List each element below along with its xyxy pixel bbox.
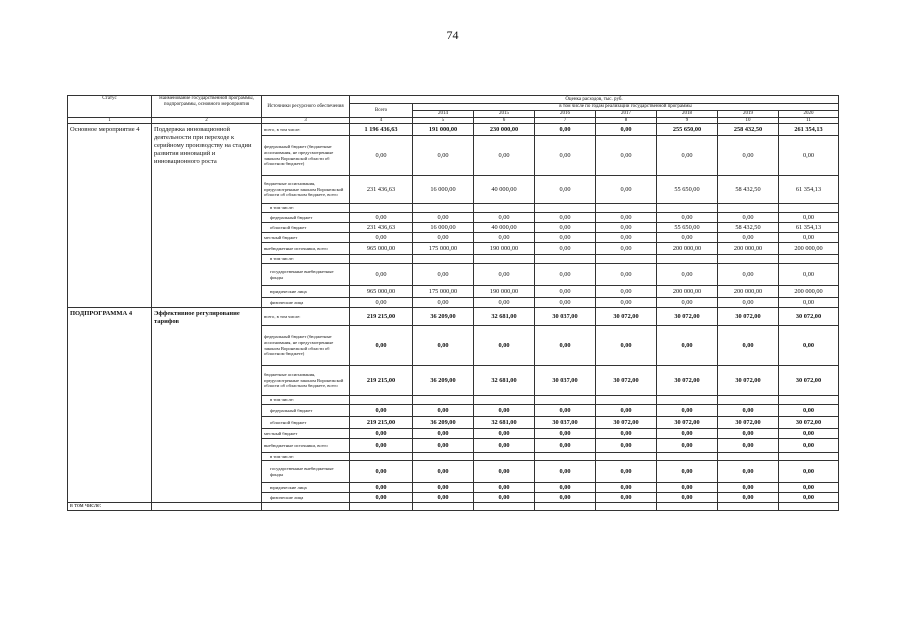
year-value-cell: 0,00 bbox=[657, 483, 718, 493]
total-value-cell: 231 436,63 bbox=[350, 176, 413, 204]
total-value-cell: 0,00 bbox=[350, 264, 413, 286]
source-cell: федеральный бюджет (бюджетные ассигнования, не предусмотренные законом Воронежской области об областном бюджете) bbox=[262, 326, 350, 366]
total-value-cell: 1 196 436,63 bbox=[350, 124, 413, 136]
year-value-cell: 0,00 bbox=[596, 223, 657, 233]
year-value-cell: 0,00 bbox=[474, 136, 535, 176]
year-value-cell bbox=[657, 453, 718, 461]
year-value-cell: 0,00 bbox=[596, 326, 657, 366]
year-value-cell bbox=[535, 396, 596, 405]
year-value-cell: 0,00 bbox=[474, 298, 535, 308]
year-value-cell bbox=[779, 255, 839, 264]
year-value-cell: 0,00 bbox=[718, 429, 779, 439]
source-cell: областной бюджет bbox=[262, 223, 350, 233]
year-header: 2015 bbox=[474, 111, 535, 118]
year-value-cell: 175 000,00 bbox=[413, 243, 474, 255]
source-cell: в том числе: bbox=[262, 396, 350, 405]
year-value-cell: 0,00 bbox=[413, 298, 474, 308]
source-cell: физические лица bbox=[262, 493, 350, 503]
year-value-cell: 0,00 bbox=[535, 286, 596, 298]
year-value-cell: 40 000,00 bbox=[474, 223, 535, 233]
table-row bbox=[68, 308, 839, 326]
year-value-cell: 0,00 bbox=[779, 326, 839, 366]
year-value-cell: 0,00 bbox=[779, 493, 839, 503]
year-value-cell: 0,00 bbox=[657, 264, 718, 286]
year-value-cell: 0,00 bbox=[596, 405, 657, 417]
year-value-cell: 0,00 bbox=[596, 439, 657, 453]
total-value-cell: 0,00 bbox=[350, 461, 413, 483]
year-value-cell bbox=[657, 204, 718, 213]
year-value-cell: 0,00 bbox=[413, 136, 474, 176]
year-value-cell: 230 000,00 bbox=[474, 124, 535, 136]
year-value-cell bbox=[718, 453, 779, 461]
year-header: 2020 bbox=[779, 111, 839, 118]
year-value-cell bbox=[657, 396, 718, 405]
year-value-cell: 0,00 bbox=[596, 286, 657, 298]
year-value-cell: 0,00 bbox=[779, 429, 839, 439]
source-cell: всего, в том числе: bbox=[262, 308, 350, 326]
year-value-cell: 200 000,00 bbox=[718, 286, 779, 298]
year-value-cell: 0,00 bbox=[474, 483, 535, 493]
year-value-cell: 0,00 bbox=[657, 405, 718, 417]
year-value-cell: 0,00 bbox=[535, 439, 596, 453]
year-value-cell: 200 000,00 bbox=[779, 286, 839, 298]
column-number: 10 bbox=[718, 118, 779, 124]
year-header: 2019 bbox=[718, 111, 779, 118]
year-value-cell bbox=[779, 396, 839, 405]
year-value-cell: 58 432,50 bbox=[718, 176, 779, 204]
budget-table bbox=[67, 95, 839, 511]
total-value-cell: 0,00 bbox=[350, 233, 413, 243]
year-value-cell: 261 354,13 bbox=[779, 124, 839, 136]
year-value-cell: 30 072,00 bbox=[779, 308, 839, 326]
year-value-cell: 61 354,13 bbox=[779, 223, 839, 233]
year-value-cell: 200 000,00 bbox=[779, 243, 839, 255]
source-cell: физические лица bbox=[262, 298, 350, 308]
year-value-cell: 200 000,00 bbox=[718, 243, 779, 255]
table-row bbox=[68, 124, 839, 136]
year-value-cell: 200 000,00 bbox=[657, 286, 718, 298]
total-value-cell: 0,00 bbox=[350, 439, 413, 453]
year-value-cell: 30 037,00 bbox=[535, 308, 596, 326]
year-value-cell: 0,00 bbox=[718, 136, 779, 176]
year-value-cell bbox=[718, 204, 779, 213]
total-value-cell: 219 215,00 bbox=[350, 308, 413, 326]
total-value-cell: 219 215,00 bbox=[350, 417, 413, 429]
column-number: 6 bbox=[474, 118, 535, 124]
year-header: 2014 bbox=[413, 111, 474, 118]
year-value-cell: 0,00 bbox=[413, 264, 474, 286]
year-value-cell: 0,00 bbox=[596, 461, 657, 483]
year-value-cell bbox=[657, 255, 718, 264]
year-value-cell bbox=[596, 396, 657, 405]
total-header: Всего bbox=[350, 104, 413, 118]
year-value-cell: 0,00 bbox=[779, 461, 839, 483]
total-value-cell: 965 000,00 bbox=[350, 243, 413, 255]
year-value-cell: 30 072,00 bbox=[596, 417, 657, 429]
including-header: в том числе по годам реализации государственной программы bbox=[413, 104, 839, 111]
year-value-cell: 0,00 bbox=[596, 176, 657, 204]
year-value-cell: 0,00 bbox=[596, 213, 657, 223]
year-value-cell: 0,00 bbox=[535, 483, 596, 493]
year-value-cell: 0,00 bbox=[718, 213, 779, 223]
source-cell: всего, в том числе: bbox=[262, 124, 350, 136]
year-value-cell: 0,00 bbox=[535, 176, 596, 204]
year-value-cell: 30 072,00 bbox=[657, 366, 718, 396]
year-value-cell: 32 681,00 bbox=[474, 308, 535, 326]
year-value-cell bbox=[474, 204, 535, 213]
year-value-cell: 0,00 bbox=[535, 493, 596, 503]
total-value-cell: 0,00 bbox=[350, 213, 413, 223]
year-value-cell: 0,00 bbox=[596, 298, 657, 308]
year-value-cell: 255 650,00 bbox=[657, 124, 718, 136]
year-value-cell: 0,00 bbox=[535, 243, 596, 255]
year-value-cell: 0,00 bbox=[657, 136, 718, 176]
source-cell: государственные внебюджетные фонды bbox=[262, 461, 350, 483]
year-value-cell: 0,00 bbox=[779, 264, 839, 286]
year-value-cell: 0,00 bbox=[657, 213, 718, 223]
year-value-cell: 191 000,00 bbox=[413, 124, 474, 136]
year-value-cell bbox=[535, 453, 596, 461]
year-header: 2017 bbox=[596, 111, 657, 118]
year-value-cell: 30 072,00 bbox=[779, 366, 839, 396]
year-value-cell: 32 681,00 bbox=[474, 417, 535, 429]
year-value-cell: 0,00 bbox=[657, 429, 718, 439]
year-value-cell: 30 037,00 bbox=[535, 366, 596, 396]
column-number: 9 bbox=[657, 118, 718, 124]
year-value-cell: 0,00 bbox=[413, 213, 474, 223]
column-number: 3 bbox=[262, 118, 350, 124]
total-value-cell: 0,00 bbox=[350, 405, 413, 417]
year-value-cell: 0,00 bbox=[474, 213, 535, 223]
year-value-cell: 0,00 bbox=[413, 326, 474, 366]
year-value-cell bbox=[718, 255, 779, 264]
year-value-cell: 0,00 bbox=[474, 439, 535, 453]
total-value-cell: 0,00 bbox=[350, 429, 413, 439]
year-value-cell: 0,00 bbox=[413, 405, 474, 417]
year-value-cell: 0,00 bbox=[535, 429, 596, 439]
total-value-cell bbox=[350, 396, 413, 405]
year-value-cell: 0,00 bbox=[413, 429, 474, 439]
table-body bbox=[68, 124, 839, 503]
year-value-cell: 30 072,00 bbox=[779, 417, 839, 429]
year-value-cell: 175 000,00 bbox=[413, 286, 474, 298]
total-value-cell: 965 000,00 bbox=[350, 286, 413, 298]
year-value-cell: 0,00 bbox=[413, 439, 474, 453]
year-value-cell: 0,00 bbox=[413, 493, 474, 503]
year-value-cell: 0,00 bbox=[535, 461, 596, 483]
year-value-cell: 0,00 bbox=[535, 326, 596, 366]
year-value-cell: 0,00 bbox=[535, 136, 596, 176]
year-value-cell bbox=[474, 255, 535, 264]
footer-label: в том числе: bbox=[68, 503, 152, 511]
year-value-cell bbox=[474, 453, 535, 461]
year-value-cell: 0,00 bbox=[474, 326, 535, 366]
column-number: 1 bbox=[68, 118, 152, 124]
year-value-cell: 0,00 bbox=[535, 298, 596, 308]
year-value-cell: 30 072,00 bbox=[657, 417, 718, 429]
year-value-cell: 40 000,00 bbox=[474, 176, 535, 204]
year-value-cell: 32 681,00 bbox=[474, 366, 535, 396]
column-number: 4 bbox=[350, 118, 413, 124]
source-cell: юридические лица bbox=[262, 483, 350, 493]
year-value-cell bbox=[413, 204, 474, 213]
year-value-cell: 0,00 bbox=[657, 233, 718, 243]
total-value-cell: 0,00 bbox=[350, 136, 413, 176]
page-number: 74 bbox=[446, 28, 459, 42]
year-value-cell: 0,00 bbox=[779, 483, 839, 493]
year-value-cell bbox=[596, 453, 657, 461]
year-value-cell bbox=[474, 396, 535, 405]
year-value-cell: 30 072,00 bbox=[657, 308, 718, 326]
year-value-cell: 190 000,00 bbox=[474, 243, 535, 255]
year-value-cell bbox=[596, 204, 657, 213]
total-value-cell bbox=[350, 453, 413, 461]
total-value-cell bbox=[350, 204, 413, 213]
status-cell: Основное мероприятие 4 bbox=[68, 124, 152, 308]
column-number: 11 bbox=[779, 118, 839, 124]
year-value-cell: 36 209,00 bbox=[413, 417, 474, 429]
source-cell: федеральный бюджет (бюджетные ассигнования, не предусмотренные законом Воронежской области об областном бюджете) bbox=[262, 136, 350, 176]
year-value-cell: 55 650,00 bbox=[657, 223, 718, 233]
total-value-cell: 231 436,63 bbox=[350, 223, 413, 233]
year-value-cell: 0,00 bbox=[474, 405, 535, 417]
year-value-cell: 0,00 bbox=[718, 405, 779, 417]
total-value-cell: 0,00 bbox=[350, 326, 413, 366]
year-value-cell: 0,00 bbox=[657, 326, 718, 366]
year-value-cell: 0,00 bbox=[535, 223, 596, 233]
source-cell: в том числе: bbox=[262, 255, 350, 264]
year-value-cell: 0,00 bbox=[596, 124, 657, 136]
year-value-cell: 0,00 bbox=[474, 233, 535, 243]
year-value-cell bbox=[413, 396, 474, 405]
source-cell: государственные внебюджетные фонды bbox=[262, 264, 350, 286]
source-cell: областной бюджет bbox=[262, 417, 350, 429]
year-value-cell: 30 037,00 bbox=[535, 417, 596, 429]
year-value-cell bbox=[535, 204, 596, 213]
year-value-cell: 0,00 bbox=[779, 136, 839, 176]
year-value-cell: 0,00 bbox=[779, 298, 839, 308]
year-header: 2018 bbox=[657, 111, 718, 118]
year-header: 2016 bbox=[535, 111, 596, 118]
estimate-header: Оценка расходов, тыс. руб. bbox=[350, 96, 839, 104]
name-cell: Эффективное регулирование тарифов bbox=[152, 308, 262, 503]
source-cell: в том числе: bbox=[262, 204, 350, 213]
year-value-cell: 30 072,00 bbox=[596, 308, 657, 326]
year-value-cell: 16 000,00 bbox=[413, 223, 474, 233]
year-value-cell bbox=[596, 255, 657, 264]
column-number: 7 bbox=[535, 118, 596, 124]
year-value-cell: 0,00 bbox=[596, 264, 657, 286]
source-cell: бюджетные ассигнования, предусмотренные законом Воронежской области об областном бюджете, всего bbox=[262, 366, 350, 396]
year-value-cell: 0,00 bbox=[474, 493, 535, 503]
year-value-cell: 0,00 bbox=[718, 461, 779, 483]
source-cell: федеральный бюджет bbox=[262, 405, 350, 417]
year-value-cell: 0,00 bbox=[535, 405, 596, 417]
year-value-cell: 0,00 bbox=[596, 493, 657, 503]
source-cell: внебюджетные источники, всего bbox=[262, 243, 350, 255]
year-value-cell: 0,00 bbox=[718, 483, 779, 493]
year-value-cell: 0,00 bbox=[535, 124, 596, 136]
year-value-cell: 190 000,00 bbox=[474, 286, 535, 298]
year-value-cell bbox=[535, 255, 596, 264]
name-header: Наименование государственной программы, подпрограммы, основного мероприятия bbox=[152, 96, 262, 118]
year-value-cell: 0,00 bbox=[535, 233, 596, 243]
year-value-cell: 0,00 bbox=[535, 264, 596, 286]
year-value-cell: 16 000,00 bbox=[413, 176, 474, 204]
year-value-cell: 0,00 bbox=[779, 213, 839, 223]
year-value-cell: 0,00 bbox=[596, 136, 657, 176]
year-value-cell: 30 072,00 bbox=[718, 366, 779, 396]
year-value-cell: 55 650,00 bbox=[657, 176, 718, 204]
year-value-cell: 0,00 bbox=[718, 326, 779, 366]
year-value-cell bbox=[718, 396, 779, 405]
status-cell: ПОДПРОГРАММА 4 bbox=[68, 308, 152, 503]
year-value-cell: 0,00 bbox=[657, 298, 718, 308]
total-value-cell: 0,00 bbox=[350, 483, 413, 493]
year-value-cell: 58 432,50 bbox=[718, 223, 779, 233]
source-cell: федеральный бюджет bbox=[262, 213, 350, 223]
source-header: Источники ресурсного обеспечения bbox=[262, 96, 350, 118]
header-row-1 bbox=[68, 96, 839, 104]
year-value-cell: 0,00 bbox=[718, 298, 779, 308]
year-value-cell: 30 072,00 bbox=[718, 308, 779, 326]
year-value-cell: 0,00 bbox=[596, 483, 657, 493]
year-value-cell: 0,00 bbox=[596, 429, 657, 439]
year-value-cell: 0,00 bbox=[413, 483, 474, 493]
total-value-cell: 0,00 bbox=[350, 298, 413, 308]
column-number: 8 bbox=[596, 118, 657, 124]
source-cell: внебюджетные источники, всего bbox=[262, 439, 350, 453]
year-value-cell: 200 000,00 bbox=[657, 243, 718, 255]
year-value-cell: 0,00 bbox=[718, 493, 779, 503]
year-value-cell bbox=[779, 204, 839, 213]
year-value-cell: 61 354,13 bbox=[779, 176, 839, 204]
year-value-cell: 0,00 bbox=[657, 461, 718, 483]
year-value-cell: 258 432,50 bbox=[718, 124, 779, 136]
year-value-cell: 0,00 bbox=[657, 493, 718, 503]
year-value-cell: 0,00 bbox=[413, 461, 474, 483]
year-value-cell: 0,00 bbox=[596, 243, 657, 255]
year-value-cell: 30 072,00 bbox=[596, 366, 657, 396]
source-cell: бюджетные ассигнования, предусмотренные законом Воронежской области об областном бюджете, всего bbox=[262, 176, 350, 204]
name-cell: Поддержка инновационной деятельности при переходе к серийному производству на стадии развития инноваций и инновационного роста bbox=[152, 124, 262, 308]
status-header: Статус bbox=[68, 96, 152, 118]
year-value-cell: 0,00 bbox=[718, 439, 779, 453]
year-value-cell: 0,00 bbox=[779, 233, 839, 243]
year-value-cell: 0,00 bbox=[474, 429, 535, 439]
column-number: 2 bbox=[152, 118, 262, 124]
year-value-cell: 0,00 bbox=[779, 439, 839, 453]
total-value-cell: 219 215,00 bbox=[350, 366, 413, 396]
source-cell: местный бюджет bbox=[262, 233, 350, 243]
column-number: 5 bbox=[413, 118, 474, 124]
year-value-cell: 0,00 bbox=[413, 233, 474, 243]
year-value-cell: 0,00 bbox=[535, 213, 596, 223]
year-value-cell bbox=[413, 255, 474, 264]
year-value-cell: 36 209,00 bbox=[413, 308, 474, 326]
source-cell: юридические лица bbox=[262, 286, 350, 298]
year-value-cell: 30 072,00 bbox=[718, 417, 779, 429]
source-cell: местный бюджет bbox=[262, 429, 350, 439]
year-value-cell: 0,00 bbox=[657, 439, 718, 453]
total-value-cell: 0,00 bbox=[350, 493, 413, 503]
year-value-cell bbox=[413, 453, 474, 461]
year-value-cell: 0,00 bbox=[474, 264, 535, 286]
year-value-cell bbox=[779, 453, 839, 461]
year-value-cell: 0,00 bbox=[596, 233, 657, 243]
year-value-cell: 0,00 bbox=[779, 405, 839, 417]
year-value-cell: 0,00 bbox=[718, 264, 779, 286]
year-value-cell: 0,00 bbox=[474, 461, 535, 483]
year-value-cell: 0,00 bbox=[718, 233, 779, 243]
footer-row bbox=[68, 503, 839, 511]
source-cell: в том числе: bbox=[262, 453, 350, 461]
year-value-cell: 36 209,00 bbox=[413, 366, 474, 396]
total-value-cell bbox=[350, 255, 413, 264]
